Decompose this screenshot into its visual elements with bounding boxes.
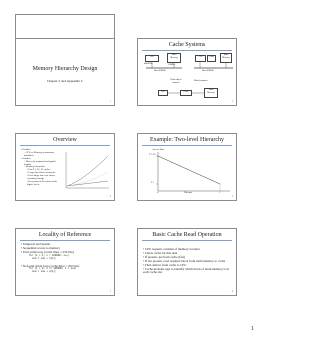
bullet-item: • Fast L1, L2, L3 caches — [27, 168, 51, 172]
hit-ratio-label: Hit ratio — [184, 191, 193, 194]
data-object-transfer-label: Data object transfer — [170, 78, 182, 84]
cache3-box — [180, 90, 192, 96]
bullet-item: • Even larger but even slower secondary storage — [27, 174, 56, 181]
block-transfer-label: Block transfer — [194, 79, 208, 82]
main-memory-label: Main Memory — [170, 54, 178, 59]
bullet-item: • If present, get from cache (fast) — [143, 254, 186, 259]
slide-number: 5 — [109, 290, 111, 293]
title-rule — [20, 145, 110, 146]
slide-cache-systems — [137, 38, 237, 106]
code-line: for (i = 1; i < 100000; i++) — [29, 253, 70, 257]
bullet-item: • Sequential access to memory — [21, 245, 61, 250]
cache-small-label: Cache — [208, 56, 215, 58]
bullet-item: • Temporal and Spatial — [21, 242, 51, 246]
code-line: sum = sum + a[i]; — [32, 270, 57, 274]
x-tick-1: 1 — [219, 191, 221, 194]
cpu-clock: 400MHz — [144, 62, 153, 65]
title-rule — [20, 240, 110, 241]
bus-label: Bus 66MHz — [154, 69, 166, 72]
slide-title: Basic Cache Read Operation — [152, 232, 222, 238]
slide-overview — [15, 133, 115, 201]
page-number: 1 — [251, 326, 254, 332]
bullet-item: • Unit-stride loop (cache lines = 256 bits) — [21, 249, 74, 254]
performance-gap-chart — [64, 150, 110, 190]
cpu3-label: CPU — [160, 91, 166, 93]
title-rule — [142, 240, 232, 241]
slide-number: 3 — [231, 195, 233, 198]
slide-locality-of-reference — [15, 228, 115, 296]
t1-label: T1 — [151, 181, 154, 184]
code-line: for (i = 0; i <= 100000; i = i+8) — [29, 267, 77, 271]
cpu2-label: CPU — [198, 56, 203, 58]
bullet-item: – CPU vs Memory performance imbalance — [24, 150, 55, 157]
slide-number: 6 — [231, 290, 233, 293]
main-memory2-label: Main Memory — [222, 54, 230, 59]
bullet-item: • Keep most of the action in the higher levels — [27, 179, 58, 186]
bullet-item: • Larger but slower memories — [27, 171, 56, 175]
slide-memory-hierarchy-design — [15, 38, 115, 106]
main-memory3-label: Main Memory — [207, 89, 215, 94]
main-memory3-box — [204, 88, 218, 98]
t1t2-label: T1+T2 — [149, 153, 156, 156]
slide-title: Example: Two-level Hierarchy — [149, 137, 225, 143]
cpu-label: CPU — [149, 56, 155, 58]
slide-subtitle: Chapter 5 and Appendix C — [46, 79, 84, 83]
code-line: sum = sum + a[i]; — [32, 256, 57, 260]
bullet-list — [143, 248, 233, 275]
slide-number: 1 — [109, 100, 111, 103]
slide-title: Cache Systems — [168, 42, 206, 48]
bullet-item: • If not present, read required block from main memory to cache — [143, 258, 226, 263]
slide-title: Locality of Reference — [38, 232, 92, 238]
x-tick-0: 0 — [157, 191, 159, 194]
slide-title: Memory Hierarchy Design — [32, 66, 98, 72]
bullet-item: • Cache includes tags to identify which block of main memory is in each cache slot — [143, 266, 229, 275]
slide-number: 2 — [231, 100, 233, 103]
slide-number: 4 — [109, 195, 111, 198]
bullet-item: – Memory hierarchies — [24, 165, 46, 169]
bullet-item: • Problem — [21, 148, 31, 151]
slide-title: Overview — [53, 137, 77, 143]
main-memory-clock: 10MHz — [168, 63, 176, 66]
bullet-item: – Driven by temporal and spatial locality — [24, 159, 56, 166]
bullet-item: • Non-unit stride loop (cache lines = 256 bits) — [21, 263, 80, 268]
cache3-label: Cache — [183, 91, 189, 93]
access-time-label: Access Time — [152, 148, 165, 151]
bullet-item: • Check cache for this data — [143, 250, 178, 255]
bullet-item: • Solution — [21, 156, 31, 160]
slide-two-level-hierarchy — [137, 133, 237, 201]
cpu3-box — [158, 90, 168, 96]
bullet-item: • CPU requests contents of memory location — [143, 247, 200, 251]
slide-basic-cache-read — [137, 228, 237, 296]
bullet-item: • Then deliver from cache to CPU — [143, 262, 187, 267]
bus2-label: Bus 66MHz — [202, 69, 214, 72]
bullet-list — [21, 149, 63, 187]
bullet-list — [21, 243, 113, 274]
